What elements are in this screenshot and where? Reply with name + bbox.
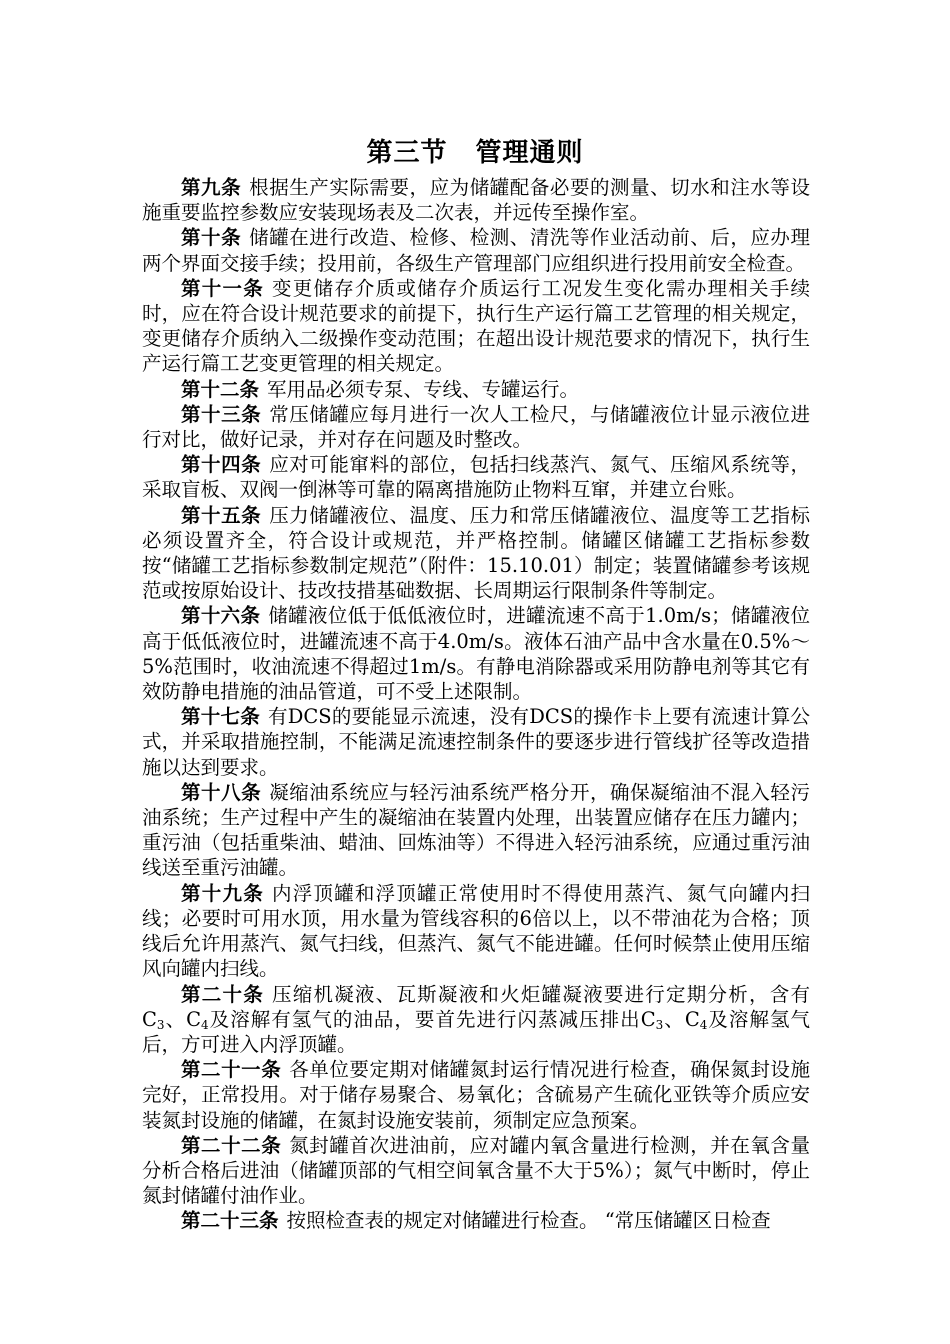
subscript: 3 [655,1017,664,1032]
article-16 [142,603,810,704]
article-text: 有DCS的要能显示流速，没有DCS的操作卡上要有流速计算公式，并采取措施控制，不能满足流速控制条件的要逐步进行管线扩径等改造措施以达到要求。 [142,705,810,779]
article-text: 氮封罐首次进油前，应对罐内氧含量进行检测，并在氧含量分析合格后进油（储罐顶部的气相空间氧含量不大于5%）；氮气中断时，停止氮封储罐付油作业。 [142,1133,810,1208]
article-text: 应对可能窜料的部位，包括扫线蒸汽、氮气、压缩风系统等，采取盲板、双阀一倒淋等可靠的隔离措施防止物料互窜，并建立台账。 [142,453,810,502]
article-text-e: 及溶解氢气后，方可进入内浮顶罐。 [142,1007,810,1056]
article-17 [142,704,810,780]
subscript: 4 [699,1017,708,1032]
article-label: 第十五条 [181,503,262,527]
article-label: 第九条 [181,176,242,199]
article-12 [142,377,810,402]
subscript: 4 [201,1017,209,1032]
article-label: 第十八条 [181,780,262,804]
article-13 [142,402,810,452]
article-label: 第十四条 [181,453,262,477]
article-text: 储罐液位低于低低液位时，进罐流速不高于1.0m/s；储罐液位高于低低液位时，进罐流速不高于4.0m/s。液体石油产品中含水量在0.5%～5%范围时，收油流速不得超过1m/s。有静电消除器或采用防静电剂等其它有效防静电措施的油品管道，可不受上述限制。 [142,604,810,704]
subscript: 3 [156,1017,165,1032]
article-18 [142,780,810,881]
article-text: 变更储存介质或储存介质运行工况发生变化需办理相关手续时，应在符合设计规范要求的前提下，执行生产运行篇工艺管理的相关规定，变更储存介质纳入二级操作变动范围；在超出设计规范要求的情况下，执行生产运行篇工艺变更管理的相关规定。 [142,276,810,376]
article-label: 第二十条 [181,982,264,1006]
article-text: 按照检查表的规定对储罐进行检查。 “常压储罐区日检查 [286,1209,771,1233]
section-name: 管理通则 [475,138,584,168]
article-11 [142,276,810,377]
article-22 [142,1133,810,1209]
article-label: 第二十二条 [181,1133,282,1157]
article-20 [142,982,810,1058]
article-14 [142,452,810,502]
article-text: 根据生产实际需要，应为储罐配备必要的测量、切水和注水等设施重要监控参数应安装现场表及二次表，并远传至操作室。 [142,176,810,225]
article-label: 第十七条 [181,705,260,729]
section-number: 第三节 [366,138,448,168]
article-label: 第二十一条 [181,1058,282,1082]
article-label: 第十二条 [181,377,260,401]
article-label: 第十条 [181,226,242,250]
article-text-a: 压缩机凝液、瓦斯凝液和火炬罐凝液要进行定期分析，含有C [142,982,810,1031]
article-text-c: 及溶解有氢气的油品，要首先进行闪蒸减压排出C [208,1007,656,1031]
article-19 [142,881,810,982]
article-label: 第十一条 [181,276,264,300]
article-15 [142,503,810,604]
article-text: 内浮顶罐和浮顶罐正常使用时不得使用蒸汽、氮气向罐内扫线；必要时可用水顶，用水量为管线容积的6倍以上，以不带油花为合格；顶线后允许用蒸汽、氮气扫线，但蒸汽、氮气不能进罐。任何时候禁止使用压缩风向罐内扫线。 [142,881,810,981]
article-21 [142,1057,810,1133]
article-text: 储罐在进行改造、检修、检测、清洗等作业活动前、后，应办理两个界面交接手续；投用前，各级生产管理部门应组织进行投用前安全检查。 [142,226,810,275]
article-text: 各单位要定期对储罐氮封运行情况进行检查，确保氮封设施完好，正常投用。对于储存易聚合、易氧化；含硫易产生硫化亚铁等介质应安装氮封设施的储罐，在氮封设施安装前，须制定应急预案。 [142,1058,810,1132]
document-body [142,175,810,1234]
article-text-d: 、C [663,1007,700,1031]
article-10 [142,225,810,275]
article-text: 压力储罐液位、温度、压力和常压储罐液位、温度等工艺指标必须设置齐全，符合设计或规范，并严格控制。储罐区储罐工艺指标参数按“储罐工艺指标参数制定规范”（附件：15.10.01）制定；装置储罐参考该规范或按原始设计、技改技措基础数据、长周期运行限制条件等制定。 [142,503,810,603]
article-text-b: 、C [164,1007,202,1031]
article-label: 第十三条 [181,402,262,426]
article-23 [142,1208,810,1233]
article-label: 第二十三条 [181,1209,279,1233]
article-label: 第十九条 [181,881,264,905]
article-text: 常压储罐应每月进行一次人工检尺，与储罐液位计显示液位进行对比，做好记录，并对存在问题及时整改。 [142,402,810,452]
article-label: 第十六条 [181,604,261,628]
article-9 [142,175,810,225]
section-title [0,132,950,169]
article-text: 凝缩油系统应与轻污油系统严格分开，确保凝缩油不混入轻污油系统；生产过程中产生的凝缩油在装置内处理，出装置应储存在压力罐内；重污油（包括重柴油、蜡油、回炼油等）不得进入轻污油系统，应通过重污油线送至重污油罐。 [142,780,810,880]
article-text: 军用品必须专泵、专线、专罐运行。 [267,377,580,401]
